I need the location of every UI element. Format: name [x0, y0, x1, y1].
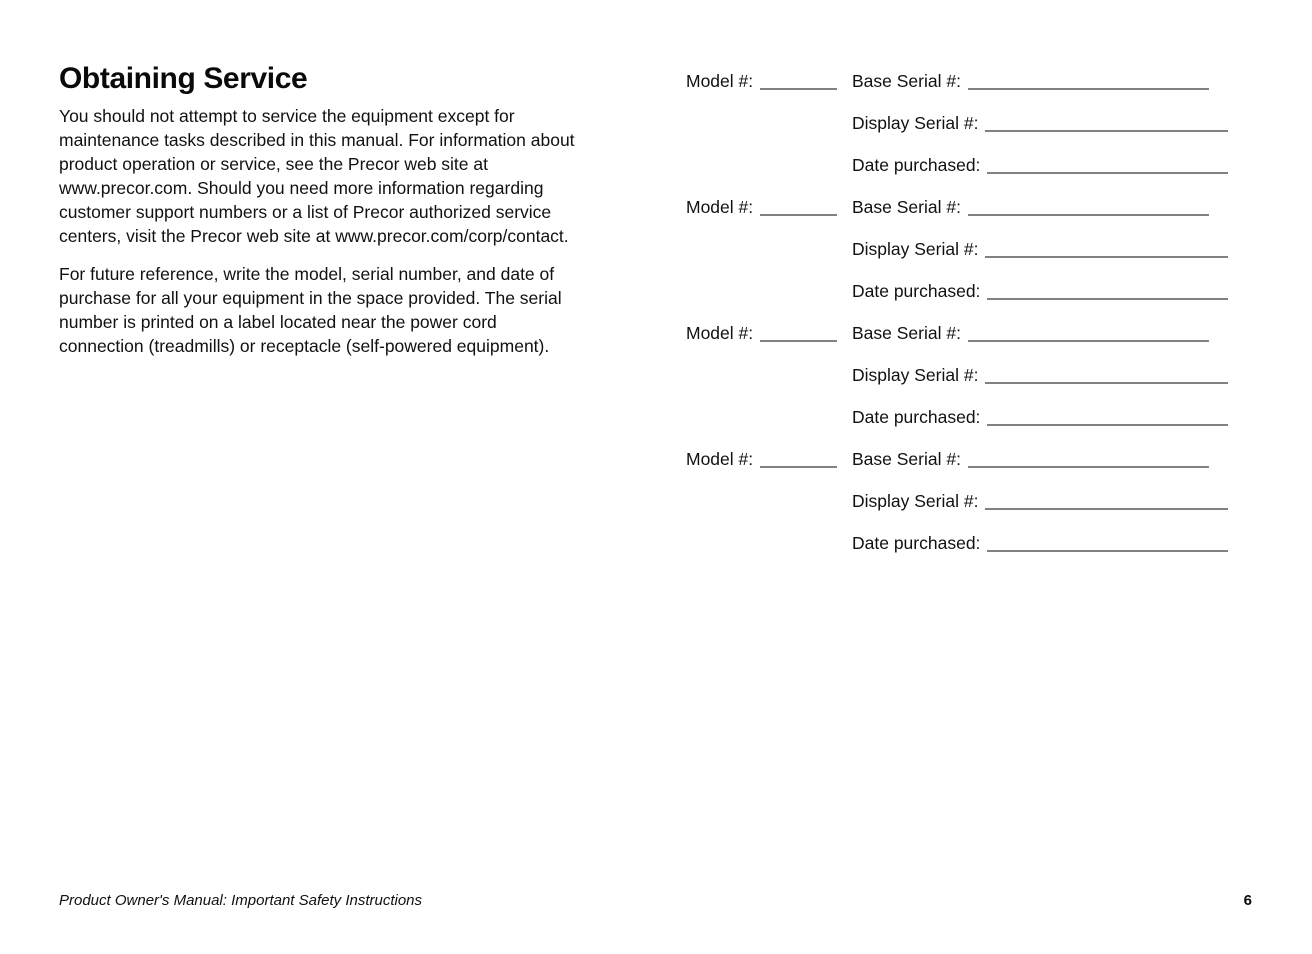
base-serial-blank-line — [968, 328, 1209, 342]
form-row — [686, 270, 1228, 312]
base-serial-cell — [852, 438, 1228, 480]
paragraph-future-reference — [59, 262, 562, 358]
display-serial-blank-line — [985, 496, 1228, 510]
model-number-blank-line — [760, 202, 837, 216]
date-purchased-blank-line — [987, 412, 1228, 426]
display-serial-cell — [852, 102, 1228, 144]
date-purchased-cell — [852, 396, 1228, 438]
model-number-cell — [686, 60, 852, 102]
body-text-line: purchase for all your equipment in the space provided. The serial — [59, 288, 562, 308]
base-serial-cell — [852, 60, 1228, 102]
base-serial-label: Base Serial #: — [852, 323, 961, 343]
equipment-record-block-4 — [686, 438, 1228, 564]
date-purchased-cell — [852, 144, 1228, 186]
body-text-line: connection (treadmills) or receptacle (self-powered equipment). — [59, 336, 550, 356]
base-serial-blank-line — [968, 202, 1209, 216]
form-row — [686, 522, 1228, 564]
body-text-line: You should not attempt to service the equipment except for — [59, 106, 515, 126]
page-number: 6 — [1243, 892, 1252, 909]
base-serial-label: Base Serial #: — [852, 449, 961, 469]
form-row — [686, 144, 1228, 186]
base-serial-label: Base Serial #: — [852, 197, 961, 217]
equipment-record-block-1 — [686, 60, 1228, 186]
display-serial-cell — [852, 480, 1228, 522]
equipment-record-block-2 — [686, 186, 1228, 312]
model-number-label: Model #: — [686, 71, 754, 91]
date-purchased-cell — [852, 522, 1228, 564]
display-serial-blank-line — [985, 370, 1228, 384]
model-number-cell — [686, 186, 852, 228]
model-number-label: Model #: — [686, 197, 754, 217]
base-serial-label: Base Serial #: — [852, 71, 961, 91]
model-number-label: Model #: — [686, 323, 754, 343]
paragraph-service-info — [59, 104, 575, 248]
display-serial-cell — [852, 228, 1228, 270]
footer-document-title: Product Owner's Manual: Important Safety Instructions — [59, 892, 423, 909]
date-purchased-blank-line — [987, 160, 1228, 174]
base-serial-cell — [852, 312, 1228, 354]
form-row — [686, 186, 1228, 228]
page-title: Obtaining Service — [59, 62, 308, 95]
form-row — [686, 102, 1228, 144]
date-purchased-blank-line — [987, 538, 1228, 552]
date-purchased-label: Date purchased: — [852, 155, 981, 175]
model-number-label: Model #: — [686, 449, 754, 469]
body-text-line: For future reference, write the model, serial number, and date of — [59, 264, 555, 284]
form-row — [686, 480, 1228, 522]
display-serial-blank-line — [985, 118, 1228, 132]
display-serial-cell — [852, 354, 1228, 396]
date-purchased-cell — [852, 270, 1228, 312]
form-row — [686, 228, 1228, 270]
base-serial-blank-line — [968, 76, 1209, 90]
model-number-cell — [686, 438, 852, 480]
display-serial-label: Display Serial #: — [852, 113, 979, 133]
body-text-line: maintenance tasks described in this manual. For information about — [59, 130, 575, 150]
body-text-line: number is printed on a label located near the power cord — [59, 312, 497, 332]
display-serial-label: Display Serial #: — [852, 491, 979, 511]
equipment-record-block-3 — [686, 312, 1228, 438]
body-text-line: product operation or service, see the Precor web site at — [59, 154, 488, 174]
body-text-line: customer support numbers or a list of Precor authorized service — [59, 202, 552, 222]
body-text-line: www.precor.com. Should you need more information regarding — [59, 178, 544, 198]
display-serial-label: Display Serial #: — [852, 365, 979, 385]
display-serial-blank-line — [985, 244, 1228, 258]
form-row — [686, 396, 1228, 438]
model-number-blank-line — [760, 454, 837, 468]
date-purchased-blank-line — [987, 286, 1228, 300]
body-text-line: centers, visit the Precor web site at www.precor.com/corp/contact. — [59, 226, 569, 246]
date-purchased-label: Date purchased: — [852, 533, 981, 553]
form-row — [686, 438, 1228, 480]
form-row — [686, 60, 1228, 102]
form-row — [686, 312, 1228, 354]
date-purchased-label: Date purchased: — [852, 407, 981, 427]
equipment-record-form — [686, 60, 1228, 564]
display-serial-label: Display Serial #: — [852, 239, 979, 259]
form-row — [686, 354, 1228, 396]
base-serial-blank-line — [968, 454, 1209, 468]
model-number-blank-line — [760, 76, 837, 90]
date-purchased-label: Date purchased: — [852, 281, 981, 301]
model-number-cell — [686, 312, 852, 354]
base-serial-cell — [852, 186, 1228, 228]
model-number-blank-line — [760, 328, 837, 342]
